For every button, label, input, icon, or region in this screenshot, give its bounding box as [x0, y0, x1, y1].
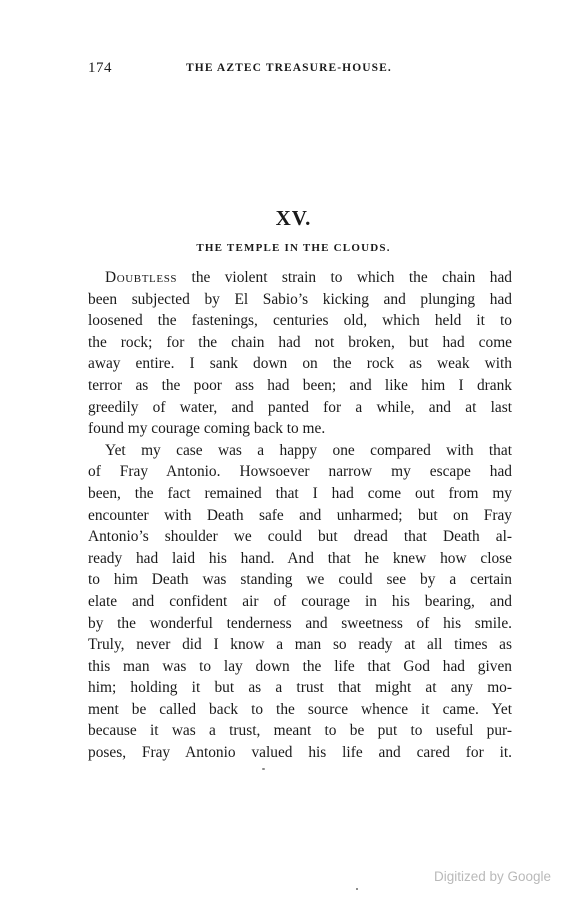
text-line: of Fray Antonio. Howsoever narrow my escape had: [88, 463, 512, 481]
text-line: away entire. I sank down on the rock as weak with: [88, 355, 512, 373]
text-line: Truly, never did I know a man so ready at all times as: [88, 636, 512, 654]
text-line: by the wonderful tenderness and sweetness of his smile.: [88, 614, 512, 632]
page-number: 174: [88, 60, 112, 76]
text-line: greedily of water, and panted for a while, and at last: [88, 398, 512, 416]
running-head: [88, 60, 515, 80]
drop-word: Doubtless: [105, 269, 178, 286]
text-line: ready had laid his hand. And that he knew how close: [88, 549, 512, 567]
text-line: Doubtless the violent strain to which the chain had: [105, 269, 512, 286]
text-line: elate and confident air of courage in his bearing, and: [88, 592, 512, 610]
text-line: found my courage coming back to me.: [88, 420, 326, 438]
watermark: Digitized by Google: [434, 869, 552, 884]
body-text: [88, 267, 512, 764]
text-line: poses, Fray Antonio valued his life and cared for it.: [88, 744, 512, 762]
text-line: encounter with Death safe and unharmed; but on Fray: [88, 506, 512, 524]
text-line: loosened the fastenings, centuries old, which held it to: [88, 312, 512, 330]
text-line: because it was a trust, meant to be put to useful pur-: [88, 722, 512, 740]
text-line: terror as the poor ass had been; and like him I drank: [88, 376, 512, 394]
text-line: Antonio’s shoulder we could but dread that Death al-: [88, 528, 512, 546]
running-title: THE AZTEC TREASURE-HOUSE.: [186, 62, 392, 74]
text-line: to him Death was standing we could see by a certain: [88, 571, 512, 589]
ink-speck: [356, 888, 358, 890]
chapter-number: XV.: [275, 206, 312, 230]
text-line: the rock; for the chain had not broken, but had come: [88, 333, 512, 351]
text-line: this man was to lay down the life that God had given: [88, 657, 512, 675]
ink-speck: [262, 768, 265, 770]
text-line: been subjected by El Sabio’s kicking and plunging had: [88, 290, 512, 308]
text-line: ment be called back to the source whence it came. Yet: [88, 700, 512, 718]
text-line: been, the fact remained that I had come out from my: [88, 484, 512, 502]
text-line: Yet my case was a happy one compared with that: [105, 441, 512, 459]
text-line: him; holding it but as a trust that might at any mo-: [88, 679, 512, 697]
chapter-title: THE TEMPLE IN THE CLOUDS.: [196, 242, 391, 254]
